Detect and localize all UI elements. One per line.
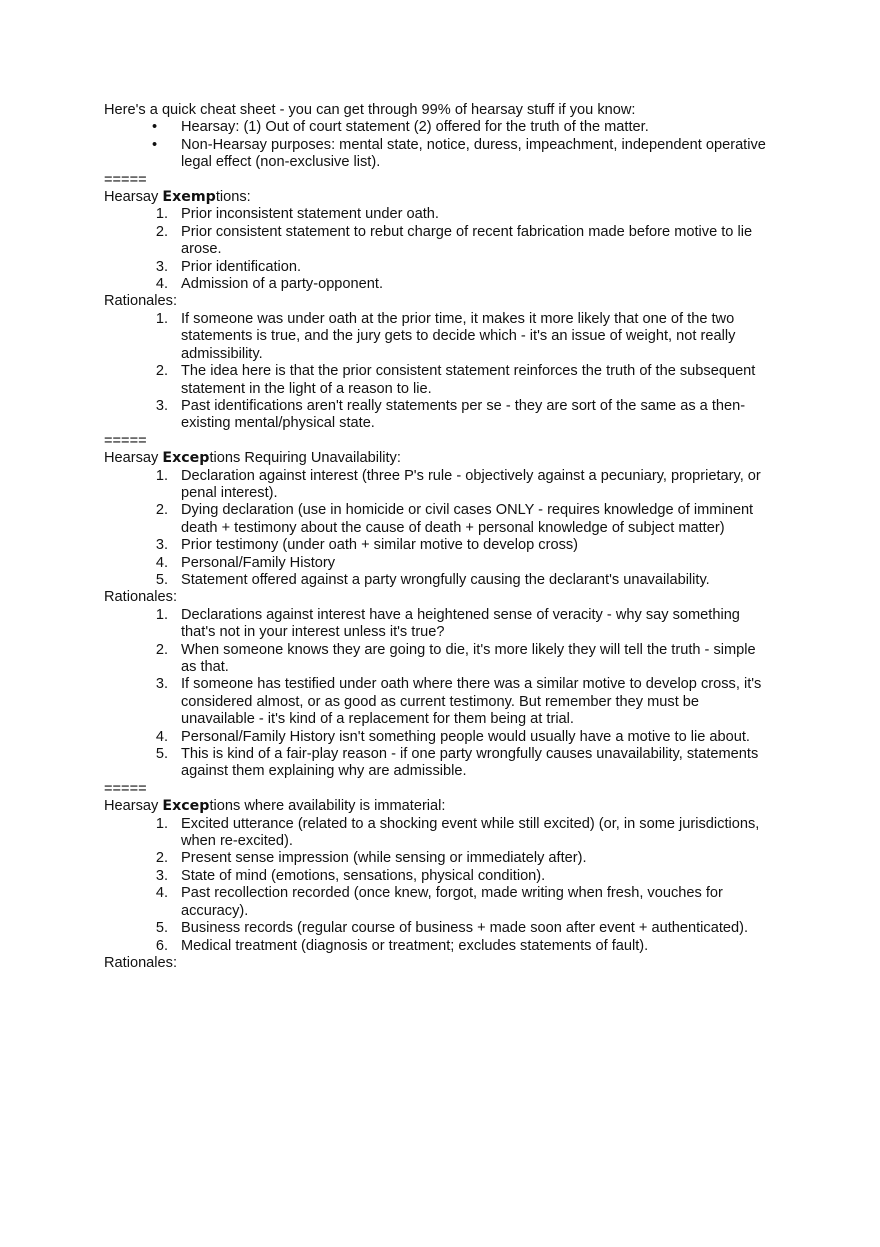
list-item: 5. This is kind of a fair-play reason - if one party wrongfully causes unavailability, statements against them explaining why are admissible. xyxy=(155,746,759,780)
list-item: • Hearsay: (1) Out of court statement (2) offered for the truth of the matter. xyxy=(152,119,649,136)
bullet-icon: • xyxy=(152,119,158,136)
list-item: 3. Prior testimony (under oath + similar motive to develop cross) xyxy=(155,537,579,554)
list-item: 1. Declarations against interest have a heightened sense of veracity - why say something that's not in your interest unless it's true? xyxy=(155,606,740,641)
list-item: 5. Statement offered against a party wrongfully causing the declarant's unavailability. xyxy=(155,571,710,588)
list-item: 5. Business records (regular course of business + made soon after event + authenticated). xyxy=(155,920,749,937)
intro-line: Here's a quick cheat sheet - you can get through 99% of hearsay stuff if you know: xyxy=(104,102,636,118)
list-item: 1. Excited utterance (related to a shocking event while still excited) (or, in some jurisdictions, when re-excited). xyxy=(155,815,760,850)
list-item: 4. Past recollection recorded (once knew, forgot, made writing when fresh, vouches for accuracy). xyxy=(155,885,723,919)
separator: ===== xyxy=(104,432,147,449)
list-item: 4. Admission of a party-opponent. xyxy=(155,276,383,293)
cheat-sheet-document xyxy=(104,102,769,972)
rationales-label: Rationales: xyxy=(104,589,178,606)
list-item: 3. State of mind (emotions, sensations, physical condition). xyxy=(155,867,546,884)
unavailability-rationales-list xyxy=(104,607,769,781)
list-item: 2. Present sense impression (while sensing or immediately after). xyxy=(155,850,587,867)
list-item: 2. When someone knows they are going to die, it's more likely they will tell the truth - simple as that. xyxy=(155,641,756,675)
section-heading: Hearsay Exemptions: xyxy=(104,189,251,206)
list-item: 2. The idea here is that the prior consistent statement reinforces the truth of the subsequent statement in the light of a reason to lie. xyxy=(155,363,756,397)
list-item: 6. Medical treatment (diagnosis or treatment; excludes statements of fault). xyxy=(155,937,649,954)
availability-immaterial-exceptions-list xyxy=(104,816,769,955)
separator: ===== xyxy=(104,780,147,797)
exemptions-rationales-list xyxy=(104,311,769,433)
list-item: 1. Prior inconsistent statement under oath. xyxy=(155,206,439,223)
rationales-label: Rationales: xyxy=(104,293,178,310)
section-heading: Hearsay Exceptions Requiring Unavailability: xyxy=(104,450,401,467)
list-item: 3. Past identifications aren't really statements per se - they are sort of the same as a then-existing mental/physical state. xyxy=(155,397,746,432)
list-item: 4. Personal/Family History isn't something people would usually have a motive to lie about. xyxy=(155,728,750,745)
list-item: 3. Prior identification. xyxy=(155,258,302,275)
list-item: 3. If someone has testified under oath where there was a similar motive to develop cross, it's considered almost, or as good as current testimony. But remember they must be unavailable - it's kind of a replacement for them being at trial. xyxy=(155,676,762,728)
list-item: 1. Declaration against interest (three P's rule - objectively against a pecuniary, proprietary, or penal interest). xyxy=(155,467,761,501)
list-item: 1. If someone was under oath at the prior time, it makes it more likely that one of the two statements is true, and the jury gets to decide which - it's an issue of weight, not really admissibility. xyxy=(155,310,736,362)
separator: ===== xyxy=(104,171,147,188)
section-heading: Hearsay Exceptions where availability is immaterial: xyxy=(104,798,446,815)
intro-bullet-list xyxy=(104,119,769,171)
exemptions-list xyxy=(104,206,769,293)
list-item: • Non-Hearsay purposes: mental state, notice, duress, impeachment, independent operative legal effect (non-exclusive list). xyxy=(152,136,766,171)
bullet-icon: • xyxy=(152,136,158,153)
list-item: 2. Dying declaration (use in homicide or civil cases ONLY - requires knowledge of imminent death + testimony about the cause of death + personal knowledge of subject matter) xyxy=(155,502,754,536)
rationales-label: Rationales: xyxy=(104,954,178,971)
list-item: 4. Personal/Family History xyxy=(155,554,336,571)
list-item: 2. Prior consistent statement to rebut charge of recent fabrication made before motive to lie arose. xyxy=(155,223,753,258)
unavailability-exceptions-list xyxy=(104,468,769,590)
